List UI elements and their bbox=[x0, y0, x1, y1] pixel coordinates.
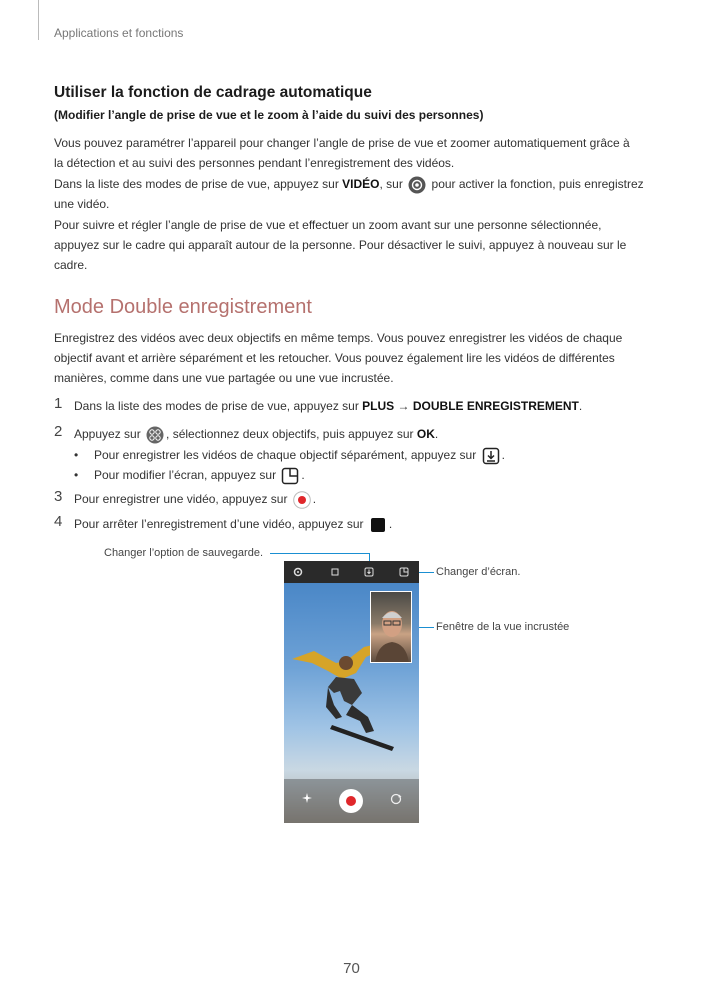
change-screen-toolbar-icon bbox=[399, 567, 409, 577]
save-option-icon bbox=[364, 567, 374, 577]
settings-icon bbox=[293, 567, 303, 577]
save-separately-icon bbox=[482, 447, 500, 465]
auto-framing-icon bbox=[408, 176, 426, 194]
section-header: Applications et fonctions bbox=[54, 26, 184, 40]
callout-line-save-h bbox=[270, 553, 370, 554]
margin-line bbox=[38, 0, 39, 40]
dual-recording-intro: Enregistrez des vidéos avec deux objectifs en même temps. Vous pouvez enregistrer les vidéos de chaque objectif avant et arrière séparément et les retoucher. Vous pouvez également lire les vidéos de différentes manières, comme dans une vue partagée ou une vue incrustée. bbox=[54, 331, 623, 385]
change-screen-icon bbox=[281, 467, 299, 485]
camera-top-bar bbox=[284, 561, 419, 583]
stop-icon bbox=[369, 516, 387, 534]
effects-icon bbox=[302, 793, 312, 803]
switch-camera-icon bbox=[390, 793, 402, 805]
phone-screenshot bbox=[284, 561, 419, 823]
auto-framing-subtitle: (Modifier l’angle de prise de vue et le zoom à l’aide du suivi des personnes) bbox=[54, 108, 484, 122]
auto-framing-paragraph-2: Dans la liste des modes de prise de vue, appuyez sur VIDÉO, sur pour activer la fonction, puis enregistrez une vidéo. bbox=[54, 177, 644, 211]
auto-framing-paragraph-1: Vous pouvez paramétrer l’appareil pour changer l’angle de prise de vue et zoomer automatiquement grâce à la détection et au suivi des personnes pendant l’enregistrement des vidéos. bbox=[54, 136, 630, 170]
pip-window bbox=[370, 591, 412, 663]
record-icon bbox=[293, 491, 311, 509]
ratio-icon bbox=[330, 567, 340, 577]
page-number: 70 bbox=[343, 960, 360, 977]
record-button[interactable] bbox=[339, 789, 363, 813]
pip-person-figure bbox=[371, 592, 412, 663]
dual-recording-title: Mode Double enregistrement bbox=[54, 296, 312, 318]
callout-save-option: Changer l’option de sauvegarde. bbox=[104, 547, 264, 559]
callout-pip-window: Fenêtre de la vue incrustée bbox=[436, 621, 570, 633]
lens-select-icon bbox=[146, 426, 164, 444]
auto-framing-title: Utiliser la fonction de cadrage automatique bbox=[54, 84, 372, 101]
callout-change-screen: Changer d’écran. bbox=[436, 566, 521, 578]
auto-framing-paragraph-3: Pour suivre et régler l’angle de prise de vue et effectuer un zoom avant sur une personne sélectionnée, appuyez sur le cadre qui apparaît autour de la personne. Pour désactiver le suivi, appuyez à nouveau sur le cadre. bbox=[54, 218, 627, 272]
